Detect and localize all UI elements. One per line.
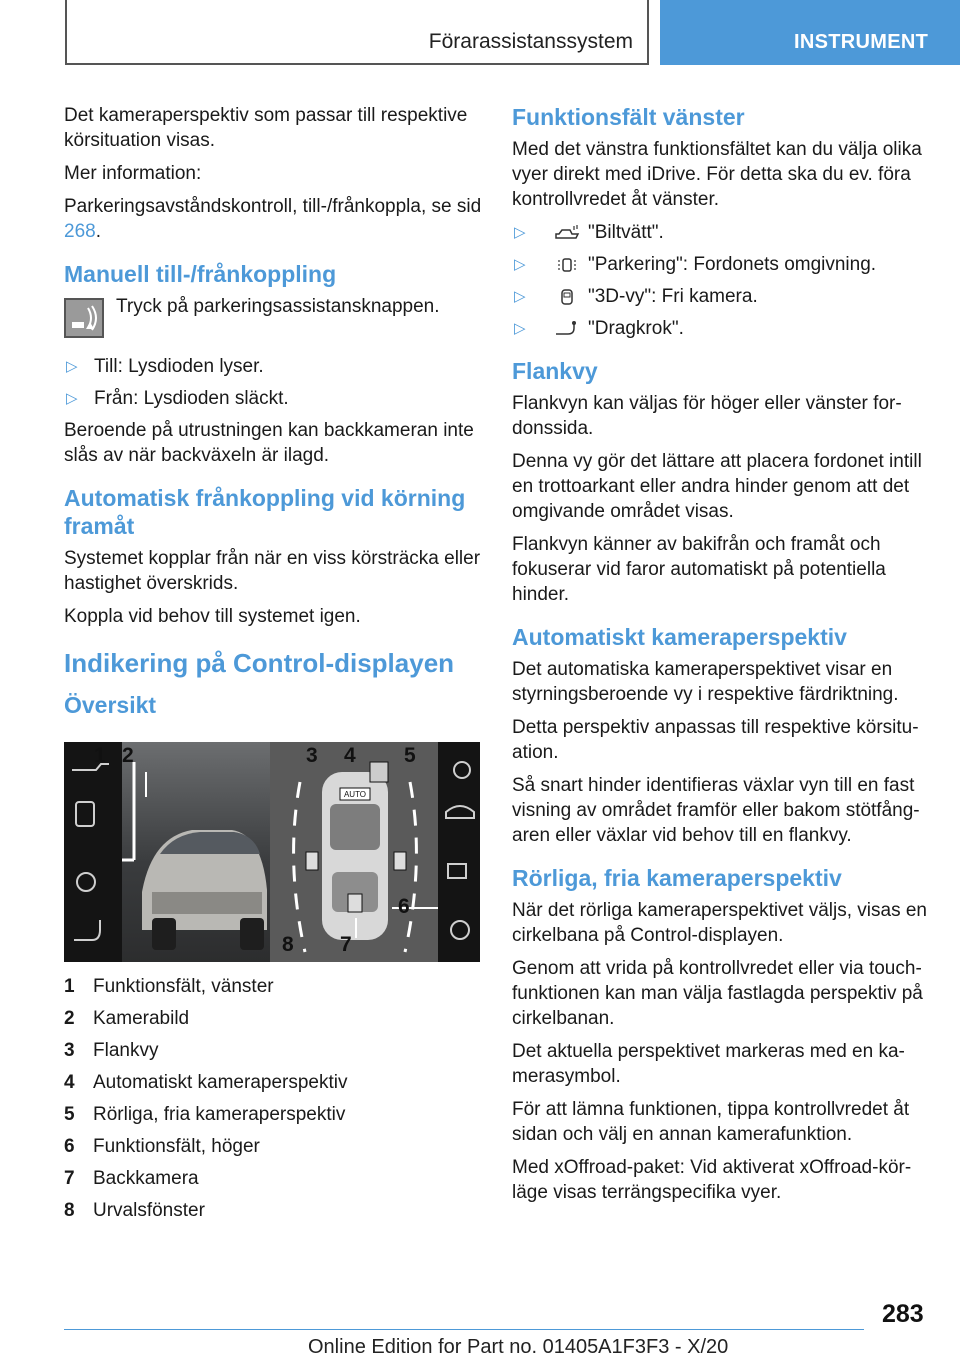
- function-field-left: [64, 742, 122, 962]
- legend-item: [64, 1006, 484, 1031]
- callout-6: 6: [398, 895, 410, 918]
- reference-paragraph: [64, 194, 484, 244]
- autocam-paragraph-1: Det automatiska kameraperspektivet visar en styrningsberoende vy i respektive färdriktning.: [512, 659, 899, 705]
- legend-item: [64, 1070, 484, 1095]
- legend-number: 3: [64, 1040, 75, 1061]
- legend-text: Funktionsfält, vänster: [93, 976, 274, 997]
- heading-auto-camera: Automatiskt kameraperspektiv: [512, 624, 847, 650]
- autocam-paragraph-3: Så snart hinder identifieras växlar vyn till en fast visning av området framför eller bakom stötfångaren eller växlar vid behov till en flankvy.: [512, 775, 920, 846]
- parking-button-row: [64, 294, 484, 346]
- view-car-wash-text: "Biltvätt".: [588, 222, 664, 243]
- reverse-gear-note: Beroende på utrustningen kan backkameran inte slås av när backväxeln är ilagd.: [64, 420, 474, 466]
- bullet-triangle-icon: ▷: [514, 224, 526, 241]
- bullet-on: [64, 354, 484, 379]
- callout-3: 3: [306, 744, 318, 767]
- legend-number: 2: [64, 1008, 75, 1029]
- callout-2: 2: [122, 744, 134, 767]
- view-tow-hook-text: "Dragkrok".: [588, 318, 684, 339]
- page-reference-link[interactable]: 268: [64, 221, 96, 242]
- free-paragraph-2: Genom att vrida på kontrollvredet eller via touchfunktionen kan man välja fastlagda perspektiv på cirkelbanan.: [512, 958, 923, 1029]
- callout-5: 5: [404, 744, 416, 767]
- callout-1: 1: [94, 744, 106, 767]
- legend-text: Urvalsfönster: [93, 1200, 205, 1221]
- function-field-paragraph: Med det vänstra funktionsfältet kan du välja olika vyer direkt med iDrive. För detta ska du ev. föra kontrollvredet åt vänster.: [512, 139, 922, 210]
- parking-assist-button-icon: [64, 298, 104, 338]
- legend-text: Flankvy: [93, 1040, 159, 1061]
- legend-text: Funktionsfält, höger: [93, 1136, 260, 1157]
- heading-function-field-left: Funktionsfält vänster: [512, 104, 745, 130]
- legend-item: [64, 1166, 484, 1191]
- view-3d-text: "3D-vy": Fri kamera.: [588, 286, 758, 307]
- flank-paragraph-2: Denna vy gör det lättare att placera fordonet intill en trottoarkant eller andra hinder genom att det omgivande området visas.: [512, 451, 922, 522]
- autocam-paragraph-2: Detta perspektiv anpassas till respektive körsituation.: [512, 717, 919, 763]
- free-paragraph-1: När det rörliga kameraperspektivet väljs, visas en cirkelbana på Control-displayen.: [512, 900, 928, 946]
- free-paragraph-3: Det aktuella perspektivet markeras med en kamerasymbol.: [512, 1041, 905, 1087]
- function-field-right: [438, 742, 480, 962]
- legend-text: Automatiskt kameraperspektiv: [93, 1072, 348, 1093]
- heading-manual-toggle: Manuell till-/frånkoppling: [64, 261, 337, 287]
- legend-number: 8: [64, 1200, 75, 1221]
- heading-auto-off: Automatisk frånkoppling vid körning framåt: [64, 485, 466, 539]
- bullet-on-text: Till: Lysdioden lyser.: [94, 356, 264, 377]
- bullet-triangle-icon: ▷: [514, 256, 526, 273]
- more-info-label: Mer information:: [64, 163, 202, 184]
- legend-item: [64, 1134, 484, 1159]
- top-view-image: [270, 742, 438, 962]
- legend-text: Kamerabild: [93, 1008, 190, 1029]
- bullet-triangle-icon: ▷: [66, 390, 78, 407]
- left-column: [64, 103, 484, 1230]
- header-section-title: Förarassistanssystem: [428, 30, 633, 53]
- flank-paragraph-3: Flankvyn känner av bakifrån och framåt och fokuserar vid faror automatiskt på potentiella hinder.: [512, 534, 886, 605]
- header-chapter-tab: [660, 0, 960, 65]
- legend-item: [64, 1038, 484, 1063]
- camera-display-figure: [64, 742, 480, 962]
- legend-number: 5: [64, 1104, 75, 1125]
- page-number: 283: [882, 1300, 924, 1328]
- bullet-triangle-icon: ▷: [66, 358, 78, 375]
- 3d-view-icon: [554, 288, 580, 306]
- legend-number: 7: [64, 1168, 75, 1189]
- bullet-triangle-icon: ▷: [514, 288, 526, 305]
- free-paragraph-5: Med xOffroad-paket: Vid aktiverat xOffroad-körläge visas terrängspecifika vyer.: [512, 1157, 912, 1203]
- legend-item: [64, 1102, 484, 1127]
- reference-period: .: [95, 221, 101, 242]
- view-car-wash: [512, 220, 928, 245]
- heading-free-camera: Rörliga, fria kameraperspektiv: [512, 865, 842, 891]
- legend-item: [64, 1198, 484, 1223]
- bullet-off-text: Från: Lysdioden släckt.: [94, 388, 289, 409]
- view-3d: [512, 284, 928, 309]
- auto-camera-label: AUTO: [343, 790, 367, 799]
- legend-text: Backkamera: [93, 1168, 199, 1189]
- car-wash-icon: [554, 224, 580, 242]
- view-parking: [512, 252, 928, 277]
- camera-image: [122, 742, 270, 962]
- callout-4: 4: [344, 744, 356, 767]
- callout-8: 8: [282, 933, 294, 956]
- heading-overview: Översikt: [64, 692, 157, 718]
- parking-icon: [554, 256, 580, 274]
- callout-7: 7: [340, 933, 352, 956]
- legend-item: [64, 974, 484, 999]
- reference-text: Parkeringsavståndskontroll, till-/frånkoppla, se sid: [64, 196, 482, 217]
- heading-control-display: Indikering på Control-displayen: [64, 648, 455, 678]
- flank-paragraph-1: Flankvyn kan väljas för höger eller vänster fordonssida.: [512, 393, 902, 439]
- intro-paragraph: Det kameraperspektiv som passar till respektive körsituation visas.: [64, 105, 468, 151]
- legend-text: Rörliga, fria kameraperspektiv: [93, 1104, 346, 1125]
- tow-hook-icon: [554, 320, 580, 338]
- legend-number: 4: [64, 1072, 75, 1093]
- bullet-off: [64, 386, 484, 411]
- view-parking-text: "Parkering": Fordonets omgivning.: [588, 254, 877, 275]
- figure-legend: [64, 974, 484, 1223]
- header-section-box: [65, 0, 649, 65]
- heading-flank-view: Flankvy: [512, 358, 598, 384]
- right-column: [512, 103, 928, 1213]
- footer-divider: [64, 1329, 864, 1330]
- view-tow-hook: [512, 316, 928, 341]
- legend-number: 6: [64, 1136, 75, 1157]
- footer-edition: Online Edition for Part no. 01405A1F3F3 - X/20: [308, 1336, 729, 1358]
- auto-off-paragraph: Systemet kopplar från när en viss körsträcka eller hastighet överskrids.: [64, 548, 481, 594]
- parking-button-instruction: Tryck på parkeringsassistansknappen.: [116, 296, 440, 317]
- legend-number: 1: [64, 976, 75, 997]
- reactivate-paragraph: Koppla vid behov till systemet igen.: [64, 606, 361, 627]
- free-paragraph-4: För att lämna funktionen, tippa kontrollvredet åt sidan och välj en annan kamerafunktion.: [512, 1099, 910, 1145]
- header-chapter-label: INSTRUMENT: [794, 31, 929, 53]
- bullet-triangle-icon: ▷: [514, 320, 526, 337]
